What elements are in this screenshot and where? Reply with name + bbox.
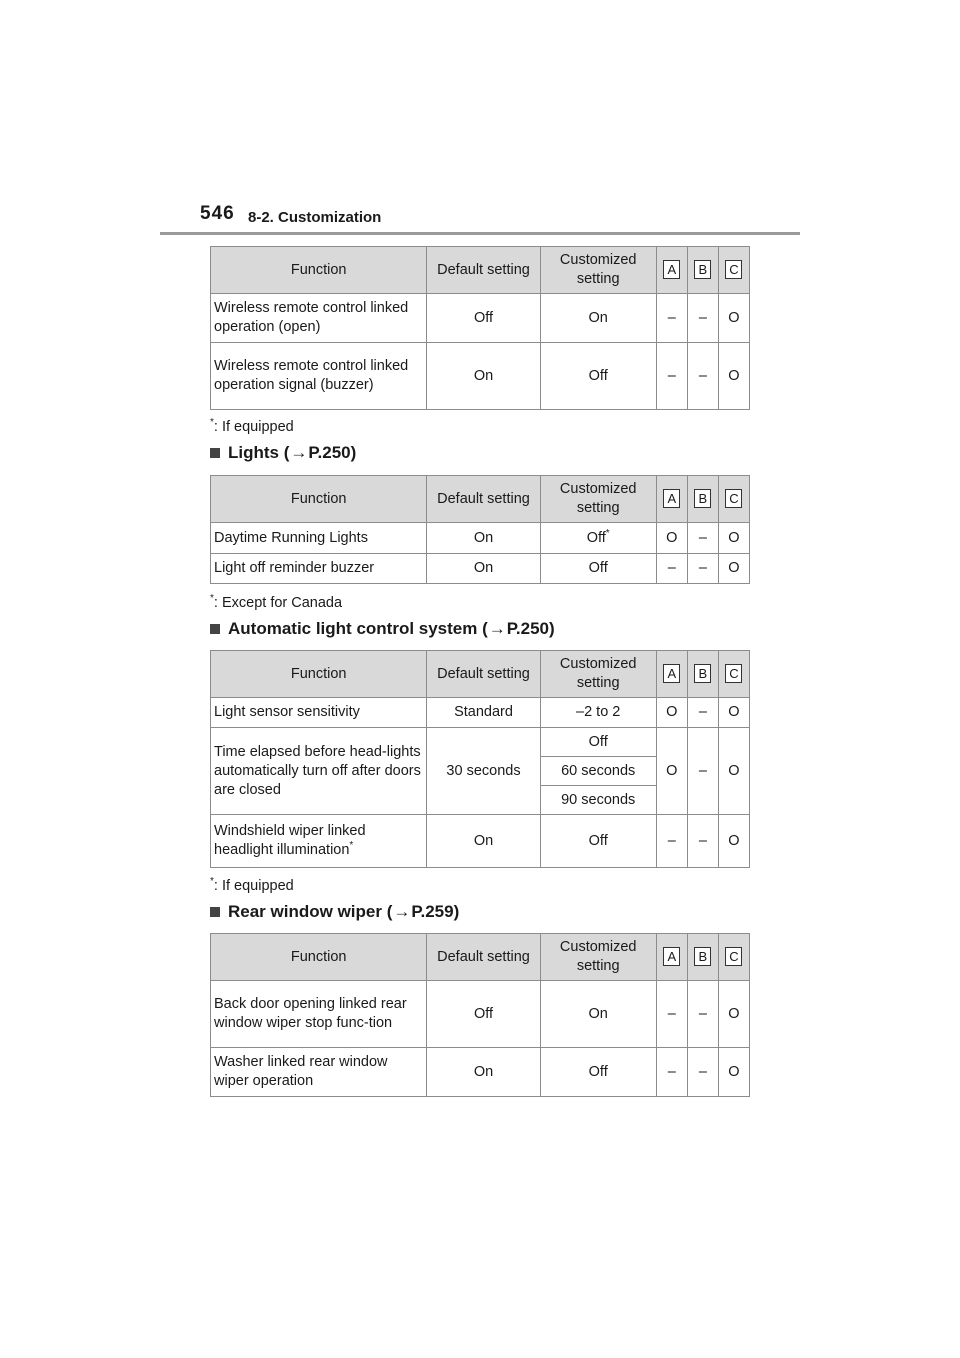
cell-a: – (656, 343, 687, 410)
page-ref-link[interactable]: P.250) (308, 443, 357, 462)
header-b: B (687, 934, 718, 981)
cell-default: On (427, 554, 540, 584)
arrow-right-icon: → (290, 443, 308, 462)
page-number: 546 (200, 203, 235, 224)
header-b: B (687, 247, 718, 294)
header-function: Function (211, 651, 427, 698)
header-customized: Customized setting (540, 651, 656, 698)
cell-default: 30 seconds (427, 728, 540, 815)
table-automatic-light (210, 650, 750, 868)
cell-c: O (718, 523, 749, 554)
cell-default: On (427, 815, 540, 868)
cell-function: Light off reminder buzzer (211, 554, 427, 584)
cell-customized: Off (540, 815, 656, 868)
cell-function: Back door opening linked rear window wiper stop func-tion (211, 981, 427, 1048)
square-bullet-icon (210, 448, 220, 458)
table-remote-control (210, 246, 750, 410)
header-c: C (718, 934, 749, 981)
arrow-right-icon: → (488, 619, 506, 638)
cell-default: Off (427, 981, 540, 1048)
cell-a: – (656, 981, 687, 1048)
cell-default: Off (427, 294, 540, 343)
cell-c: O (718, 343, 749, 410)
cell-b: – (687, 294, 718, 343)
cell-customized: Off (540, 1048, 656, 1097)
header-c: C (718, 476, 749, 523)
header-default: Default setting (427, 651, 540, 698)
header-function: Function (211, 476, 427, 523)
square-bullet-icon (210, 907, 220, 917)
heading-rear-wiper: Rear window wiper ( → P.259) (210, 902, 459, 922)
header-rule (160, 232, 800, 235)
table-row (211, 554, 750, 584)
arrow-right-icon: → (393, 902, 411, 921)
cell-a: – (656, 294, 687, 343)
cell-customized-option: 90 seconds (540, 786, 656, 815)
cell-function: Windshield wiper linked headlight illumination* (211, 815, 427, 868)
table-rear-wiper (210, 933, 750, 1097)
cell-a: – (656, 1048, 687, 1097)
header-c: C (718, 651, 749, 698)
header-default: Default setting (427, 934, 540, 981)
table-row (211, 294, 750, 343)
cell-b: – (687, 981, 718, 1048)
cell-c: O (718, 815, 749, 868)
header-b: B (687, 476, 718, 523)
cell-function: Daytime Running Lights (211, 523, 427, 554)
header-a: A (656, 247, 687, 294)
cell-b: – (687, 1048, 718, 1097)
cell-c: O (718, 698, 749, 728)
heading-lights: Lights ( → P.250) (210, 443, 356, 463)
header-function: Function (211, 247, 427, 294)
table-row (211, 1048, 750, 1097)
page-ref-link[interactable]: P.259) (411, 902, 460, 921)
table-row (211, 815, 750, 868)
cell-customized: Off (540, 554, 656, 584)
cell-b: – (687, 523, 718, 554)
footnote-equipped-1: *: If equipped (210, 417, 294, 435)
header-customized: Customized setting (540, 476, 656, 523)
cell-function: Light sensor sensitivity (211, 698, 427, 728)
cell-c: O (718, 981, 749, 1048)
cell-a: – (656, 815, 687, 868)
cell-customized: On (540, 294, 656, 343)
header-customized: Customized setting (540, 247, 656, 294)
cell-function: Washer linked rear window wiper operation (211, 1048, 427, 1097)
heading-automatic-light: Automatic light control system ( → P.250) (210, 619, 555, 639)
cell-c: O (718, 1048, 749, 1097)
footnote-equipped-2: *: If equipped (210, 876, 294, 894)
table-row (211, 523, 750, 554)
cell-b: – (687, 343, 718, 410)
header-customized: Customized setting (540, 934, 656, 981)
header-a: A (656, 934, 687, 981)
table-lights (210, 475, 750, 584)
cell-default: On (427, 1048, 540, 1097)
cell-a: O (656, 698, 687, 728)
cell-customized: On (540, 981, 656, 1048)
section-title: 8-2. Customization (248, 209, 382, 226)
cell-a: – (656, 554, 687, 584)
table-row (211, 728, 750, 757)
table-row (211, 981, 750, 1048)
cell-c: O (718, 294, 749, 343)
cell-a: O (656, 523, 687, 554)
cell-default: Standard (427, 698, 540, 728)
cell-a: O (656, 728, 687, 815)
cell-b: – (687, 728, 718, 815)
table-row (211, 698, 750, 728)
footnote-canada: *: Except for Canada (210, 593, 343, 611)
cell-b: – (687, 554, 718, 584)
cell-customized-option: 60 seconds (540, 757, 656, 786)
cell-customized: Off* (540, 523, 656, 554)
cell-function: Time elapsed before head-lights automatically turn off after doors are closed (211, 728, 427, 815)
cell-default: On (427, 343, 540, 410)
table-row (211, 343, 750, 410)
cell-customized-option: Off (540, 728, 656, 757)
cell-default: On (427, 523, 540, 554)
cell-function: Wireless remote control linked operation signal (buzzer) (211, 343, 427, 410)
cell-c: O (718, 554, 749, 584)
header-default: Default setting (427, 476, 540, 523)
cell-b: – (687, 698, 718, 728)
header-default: Default setting (427, 247, 540, 294)
header-a: A (656, 476, 687, 523)
cell-customized: –2 to 2 (540, 698, 656, 728)
cell-b: – (687, 815, 718, 868)
cell-c: O (718, 728, 749, 815)
square-bullet-icon (210, 624, 220, 634)
page-ref-link[interactable]: P.250) (506, 619, 555, 638)
cell-customized: Off (540, 343, 656, 410)
cell-function: Wireless remote control linked operation (open) (211, 294, 427, 343)
header-function: Function (211, 934, 427, 981)
header-b: B (687, 651, 718, 698)
header-c: C (718, 247, 749, 294)
header-a: A (656, 651, 687, 698)
